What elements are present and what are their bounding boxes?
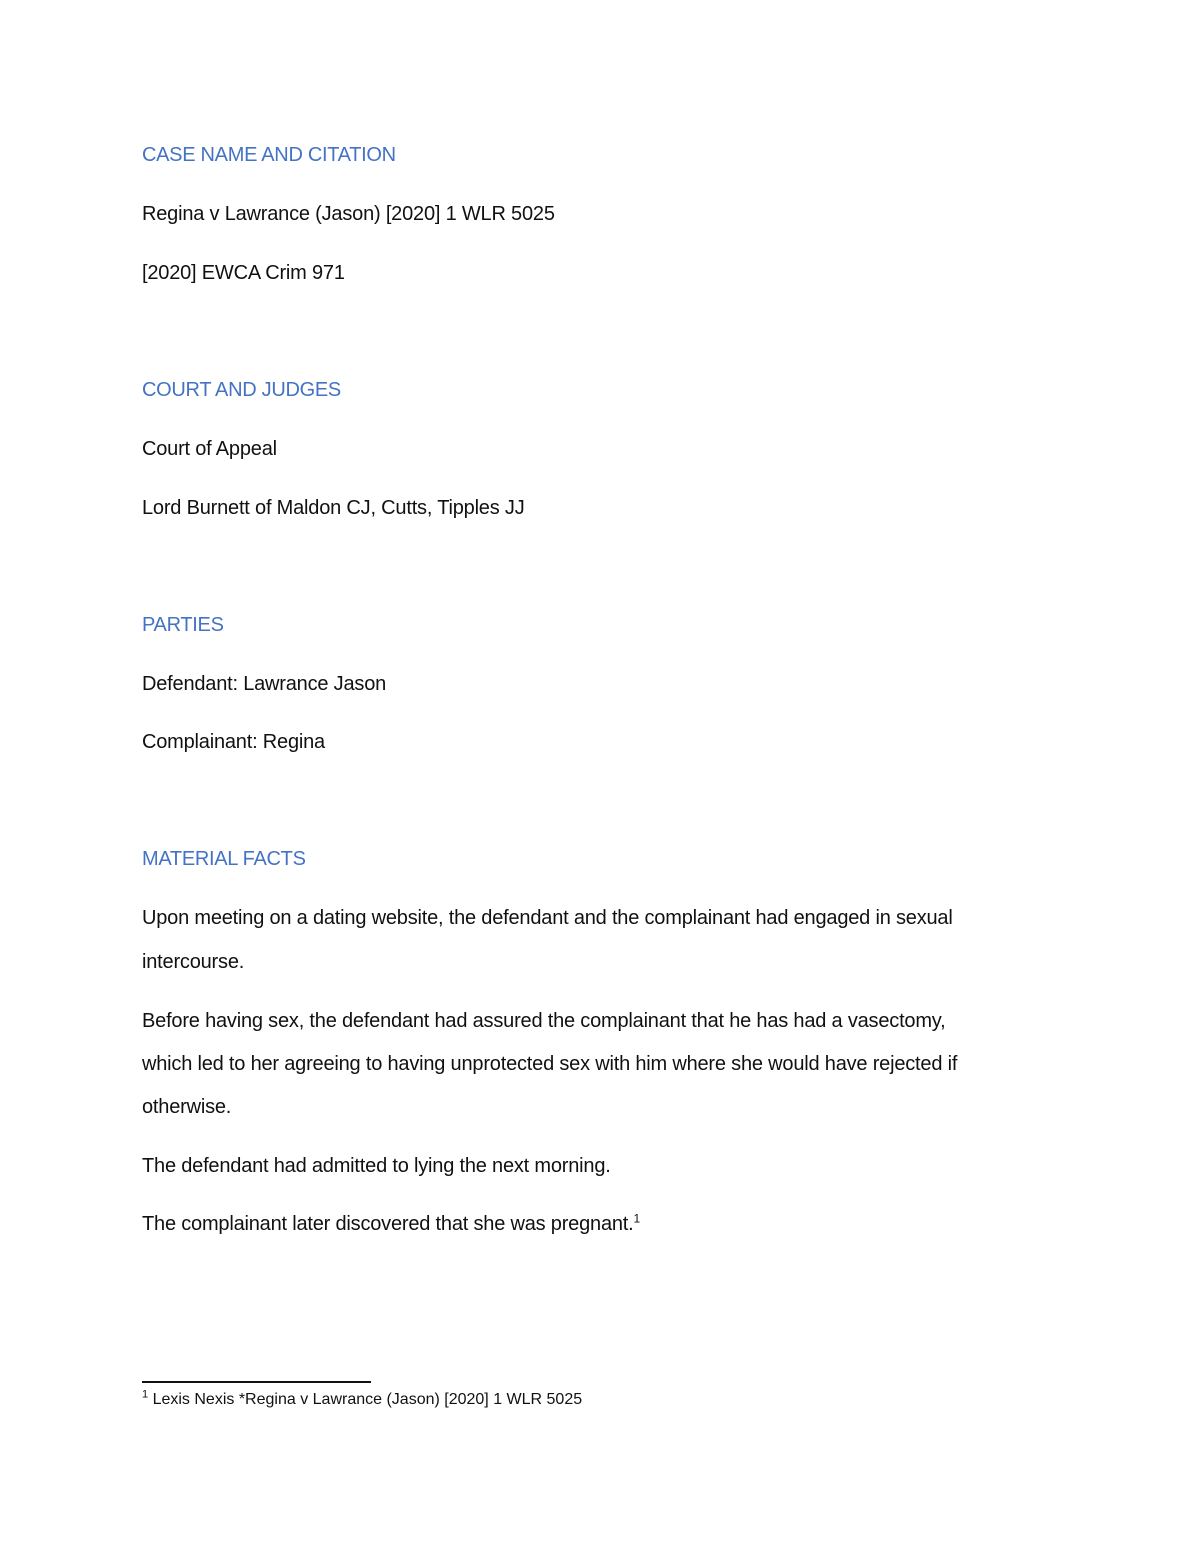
court-name-line: Court of Appeal [142, 438, 277, 460]
facts-line-text: The complainant later discovered that she was pregnant. [142, 1213, 634, 1235]
footnote [142, 1388, 583, 1409]
complainant-line: Complainant: Regina [142, 731, 325, 753]
case-neutral-citation-line: [2020] EWCA Crim 971 [142, 262, 345, 284]
section-heading-court: COURT AND JUDGES [142, 379, 341, 401]
section-heading-parties: PARTIES [142, 614, 224, 636]
facts-line: The defendant had admitted to lying the next morning. [142, 1155, 611, 1177]
case-citation-line: Regina v Lawrance (Jason) [2020] 1 WLR 5025 [142, 203, 555, 225]
footnote-text: Lexis Nexis *Regina v Lawrance (Jason) [2020] 1 WLR 5025 [148, 1391, 583, 1408]
section-heading-facts: MATERIAL FACTS [142, 848, 306, 870]
judges-line: Lord Burnett of Maldon CJ, Cutts, Tipples JJ [142, 497, 525, 519]
footnote-separator [142, 1381, 371, 1383]
facts-line: intercourse. [142, 951, 245, 973]
section-heading-case: CASE NAME AND CITATION [142, 144, 396, 166]
footnote-number: 1 [142, 1388, 149, 1401]
facts-line: which led to her agreeing to having unprotected sex with him where she would have rejected if [142, 1053, 958, 1075]
facts-line: Upon meeting on a dating website, the defendant and the complainant had engaged in sexual [142, 907, 953, 929]
footnote-reference[interactable]: 1 [633, 1211, 640, 1226]
facts-line: otherwise. [142, 1096, 232, 1118]
facts-line-last [142, 1213, 640, 1236]
defendant-line: Defendant: Lawrance Jason [142, 673, 387, 695]
facts-line: Before having sex, the defendant had assured the complainant that he has had a vasectomy, [142, 1010, 946, 1032]
